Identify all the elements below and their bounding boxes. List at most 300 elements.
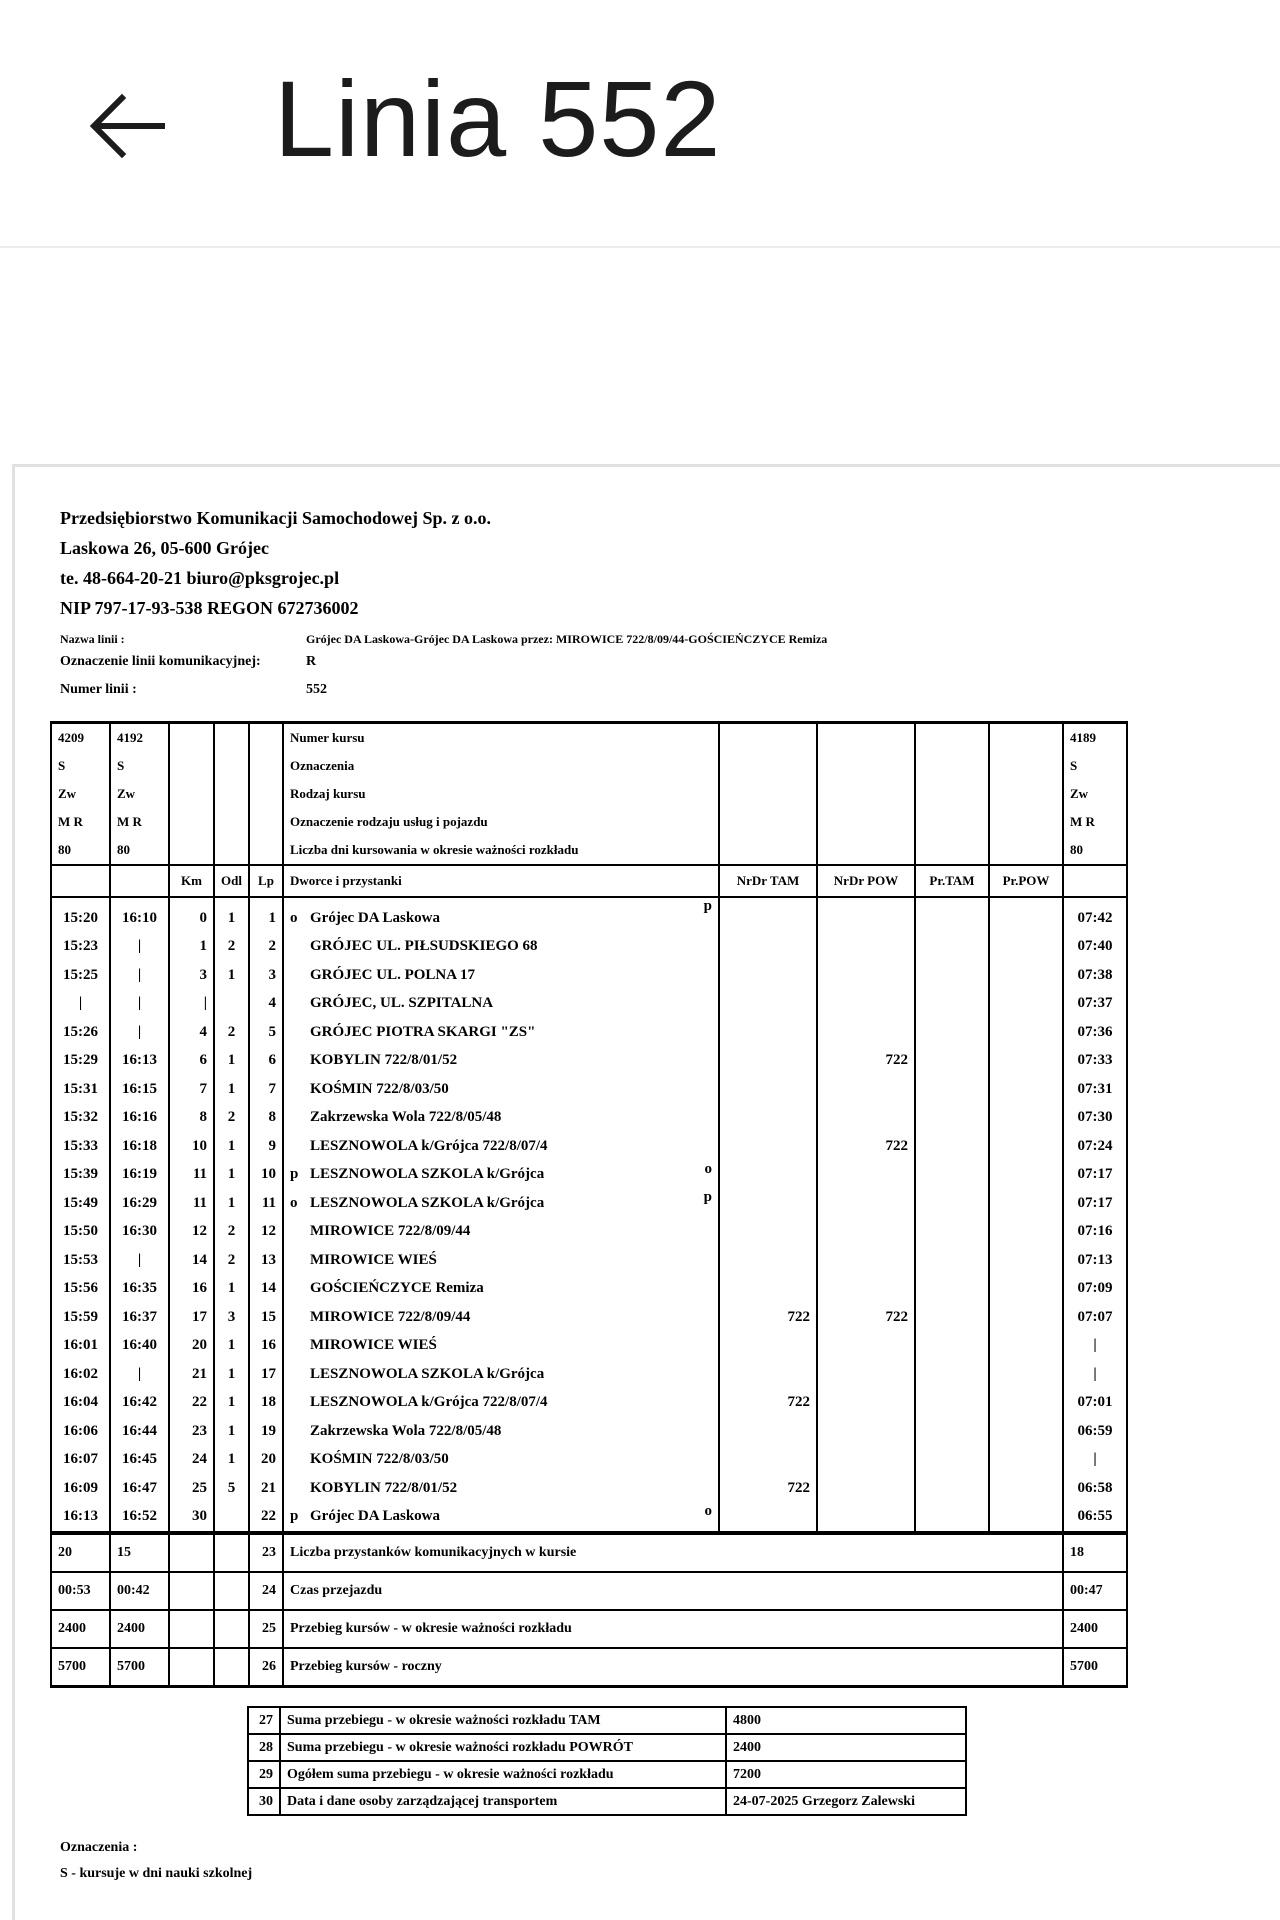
blank-cell (249, 723, 283, 753)
table-row (51, 1218, 1127, 1247)
return-time: | (1063, 1446, 1127, 1475)
blank-cell (719, 780, 817, 808)
odl-value: 5 (214, 1474, 249, 1503)
stop-cell (283, 1474, 719, 1503)
nrdr-pow-value (817, 1389, 915, 1418)
stop-name: LESZNOWOLA SZKOLA k/Grójca (310, 1166, 545, 1183)
km-value: 21 (169, 1360, 214, 1389)
col-pr-pow: Pr.POW (989, 865, 1063, 897)
lp-value: 18 (249, 1389, 283, 1418)
col-stops: Dworce i przystanki (283, 865, 719, 897)
pr-pow-value (989, 1303, 1063, 1332)
odl-value: 1 (214, 897, 249, 933)
header-label: Liczba dni kursowania w okresie ważności rozkładu (283, 836, 719, 865)
stop-name: MIROWICE WIEŚ (310, 1337, 437, 1354)
table-row (51, 1018, 1127, 1047)
nrdr-pow-value (817, 1332, 915, 1361)
km-value: 10 (169, 1132, 214, 1161)
nrdr-pow-value (817, 1161, 915, 1190)
return-time: 07:09 (1063, 1275, 1127, 1304)
departure-time-1: 15:56 (51, 1275, 110, 1304)
nrdr-tam-value (719, 1189, 817, 1218)
departure-time-1: 15:59 (51, 1303, 110, 1332)
totals-value: 24-07-2025 Grzegorz Zalewski (726, 1788, 966, 1815)
return-time: 06:58 (1063, 1474, 1127, 1503)
km-value: 30 (169, 1503, 214, 1534)
summary-row (51, 1533, 1127, 1572)
odl-value: 2 (214, 933, 249, 962)
nrdr-pow-value (817, 1104, 915, 1133)
departure-time-2: 16:18 (110, 1132, 169, 1161)
odl-value: 1 (214, 1275, 249, 1304)
departure-time-1: 15:20 (51, 897, 110, 933)
return-time: 07:07 (1063, 1303, 1127, 1332)
departure-time-1: 15:31 (51, 1075, 110, 1104)
stop-name: KOBYLIN 722/8/01/52 (310, 1479, 458, 1496)
nrdr-pow-value: 722 (817, 1303, 915, 1332)
blank-cell (169, 808, 214, 836)
totals-lp: 29 (248, 1761, 280, 1788)
totals-table (247, 1706, 967, 1816)
return-time: 07:33 (1063, 1047, 1127, 1076)
nrdr-tam-value: 722 (719, 1303, 817, 1332)
nrdr-tam-value (719, 1047, 817, 1076)
odl-value (214, 990, 249, 1019)
pr-tam-value (915, 1075, 989, 1104)
pr-tam-value (915, 1246, 989, 1275)
blank-cell (214, 836, 249, 865)
nrdr-pow-value (817, 1246, 915, 1275)
odl-value: 2 (214, 1218, 249, 1247)
lp-value: 10 (249, 1161, 283, 1190)
table-row (51, 1389, 1127, 1418)
blank-cell (249, 780, 283, 808)
departure-time-2: | (110, 1246, 169, 1275)
nrdr-tam-value: 722 (719, 1389, 817, 1418)
nrdr-pow-value (817, 1018, 915, 1047)
course-2-value: 80 (110, 836, 169, 865)
departure-time-1: 15:23 (51, 933, 110, 962)
blank-cell (214, 1533, 249, 1572)
departure-time-2: 16:10 (110, 897, 169, 933)
lp-value: 6 (249, 1047, 283, 1076)
lp-value: 2 (249, 933, 283, 962)
stop-name: LESZNOWOLA SZKOLA k/Grójca (310, 1365, 545, 1382)
lp-value: 12 (249, 1218, 283, 1247)
blank-cell (989, 808, 1063, 836)
pr-pow-value (989, 1275, 1063, 1304)
back-button[interactable] (86, 84, 170, 168)
summary-value-2: 5700 (110, 1648, 169, 1687)
blank-cell (989, 836, 1063, 865)
blank-cell (214, 752, 249, 780)
lp-value: 26 (249, 1648, 283, 1687)
km-value: 17 (169, 1303, 214, 1332)
odl-value: 1 (214, 1075, 249, 1104)
line-designation-label: Oznaczenie linii komunikacyjnej: (60, 654, 261, 669)
line-number-value: 552 (306, 682, 327, 697)
table-row (51, 1303, 1127, 1332)
departure-time-2: | (110, 961, 169, 990)
stop-cell (283, 1132, 719, 1161)
odl-value: 1 (214, 1132, 249, 1161)
return-time: | (1063, 1360, 1127, 1389)
pr-tam-value (915, 1417, 989, 1446)
pr-tam-value (915, 1018, 989, 1047)
company-ids: NIP 797-17-93-538 REGON 672736002 (60, 598, 359, 618)
departure-time-1: 15:49 (51, 1189, 110, 1218)
stop-name: LESZNOWOLA k/Grójca 722/8/07/4 (310, 1137, 548, 1154)
blank-cell (249, 808, 283, 836)
departure-time-1: 15:39 (51, 1161, 110, 1190)
line-number-label: Numer linii : (60, 682, 137, 697)
km-value: 14 (169, 1246, 214, 1275)
departure-time-1: 15:25 (51, 961, 110, 990)
summary-value-3: 2400 (1063, 1610, 1127, 1648)
pr-pow-value (989, 990, 1063, 1019)
km-value: | (169, 990, 214, 1019)
pr-pow-value (989, 1446, 1063, 1475)
stop-cell (283, 1218, 719, 1247)
totals-lp: 30 (248, 1788, 280, 1815)
pr-pow-value (989, 1104, 1063, 1133)
nrdr-pow-value (817, 961, 915, 990)
course-1-value: M R (51, 808, 110, 836)
km-value: 3 (169, 961, 214, 990)
lp-value: 22 (249, 1503, 283, 1534)
blank-cell (989, 752, 1063, 780)
km-value: 11 (169, 1189, 214, 1218)
totals-lp: 28 (248, 1734, 280, 1761)
return-time: 07:40 (1063, 933, 1127, 962)
table-row (51, 1503, 1127, 1534)
departure-time-2: | (110, 933, 169, 962)
blank-cell (915, 723, 989, 753)
pr-tam-value (915, 1104, 989, 1133)
pr-tam-value (915, 1275, 989, 1304)
departure-time-1: 15:32 (51, 1104, 110, 1133)
col-pr-tam: Pr.TAM (915, 865, 989, 897)
nrdr-tam-value (719, 1360, 817, 1389)
nrdr-tam-value: 722 (719, 1474, 817, 1503)
course-3-value: 80 (1063, 836, 1127, 865)
pr-pow-value (989, 933, 1063, 962)
spacer (0, 248, 1280, 466)
blank-cell (817, 752, 915, 780)
company-name: Przedsiębiorstwo Komunikacji Samochodowej Sp. z o.o. (60, 508, 491, 528)
blank-cell (169, 1572, 214, 1610)
lp-value: 14 (249, 1275, 283, 1304)
blank-cell (719, 752, 817, 780)
odl-value: 1 (214, 1389, 249, 1418)
blank-cell (989, 780, 1063, 808)
departure-time-1: 16:04 (51, 1389, 110, 1418)
nrdr-pow-value (817, 1075, 915, 1104)
col-odl: Odl (214, 865, 249, 897)
course-1-value: 4209 (51, 723, 110, 753)
col-nrdr-pow: NrDr POW (817, 865, 915, 897)
pr-pow-value (989, 1360, 1063, 1389)
km-value: 12 (169, 1218, 214, 1247)
pr-tam-value (915, 897, 989, 933)
departure-time-1: 15:26 (51, 1018, 110, 1047)
odl-value: 1 (214, 1417, 249, 1446)
blank-cell (719, 836, 817, 865)
lp-value: 8 (249, 1104, 283, 1133)
return-time: 07:16 (1063, 1218, 1127, 1247)
table-row (51, 1275, 1127, 1304)
departure-time-1: 16:01 (51, 1332, 110, 1361)
stop-cell (283, 990, 719, 1019)
departure-time-1: 15:33 (51, 1132, 110, 1161)
lp-value: 15 (249, 1303, 283, 1332)
app-bar (0, 0, 1280, 248)
table-row (51, 1047, 1127, 1076)
summary-value-3: 00:47 (1063, 1572, 1127, 1610)
pr-pow-value (989, 1246, 1063, 1275)
lp-value: 19 (249, 1417, 283, 1446)
summary-value-1: 5700 (51, 1648, 110, 1687)
nrdr-tam-value (719, 897, 817, 933)
arrow-left-icon (86, 84, 170, 168)
departure-time-2: 16:42 (110, 1389, 169, 1418)
summary-row (51, 1610, 1127, 1648)
blank-cell (214, 808, 249, 836)
departure-time-1: 15:29 (51, 1047, 110, 1076)
totals-row (248, 1761, 966, 1788)
pr-tam-value (915, 1503, 989, 1534)
pr-pow-value (989, 1218, 1063, 1247)
pr-pow-value (989, 1018, 1063, 1047)
summary-value-3: 18 (1063, 1533, 1127, 1572)
departure-time-1: 15:50 (51, 1218, 110, 1247)
stop-name: MIROWICE 722/8/09/44 (310, 1223, 471, 1240)
departure-time-2: | (110, 1018, 169, 1047)
blank-cell (817, 808, 915, 836)
summary-value-1: 20 (51, 1533, 110, 1572)
timetable (50, 721, 1128, 1688)
blank-cell (214, 1610, 249, 1648)
pr-pow-value (989, 1417, 1063, 1446)
col-km: Km (169, 865, 214, 897)
departure-time-1: 16:13 (51, 1503, 110, 1534)
pr-tam-value (915, 990, 989, 1019)
nrdr-tam-value (719, 1246, 817, 1275)
departure-time-2: 16:15 (110, 1075, 169, 1104)
col-lp: Lp (249, 865, 283, 897)
summary-label: Przebieg kursów - w okresie ważności rozkładu (283, 1610, 1063, 1648)
stop-cell (283, 1417, 719, 1446)
return-time: 06:55 (1063, 1503, 1127, 1534)
departure-time-2: 16:19 (110, 1161, 169, 1190)
line-designation-value: R (306, 654, 317, 669)
pr-pow-value (989, 1075, 1063, 1104)
page-title: Linia 552 (274, 58, 722, 179)
table-row (51, 1332, 1127, 1361)
return-time: 07:24 (1063, 1132, 1127, 1161)
departure-time-2: 16:29 (110, 1189, 169, 1218)
odl-value: 2 (214, 1246, 249, 1275)
nrdr-tam-value (719, 1275, 817, 1304)
totals-value: 7200 (726, 1761, 966, 1788)
stop-prefix: o (290, 1194, 298, 1211)
stop-cell (283, 1246, 719, 1275)
departure-time-2: | (110, 1360, 169, 1389)
header-row (51, 780, 1127, 808)
legend-title: Oznaczenia : (60, 1840, 138, 1855)
pr-pow-value (989, 1161, 1063, 1190)
blank-cell (214, 1648, 249, 1687)
stop-cell (283, 1047, 719, 1076)
return-time: 07:38 (1063, 961, 1127, 990)
stop-suffix: p (703, 1189, 712, 1205)
blank-cell (169, 1610, 214, 1648)
lp-value: 7 (249, 1075, 283, 1104)
blank-cell (214, 723, 249, 753)
departure-time-1: 16:07 (51, 1446, 110, 1475)
stop-name: GRÓJEC, UL. SZPITALNA (310, 995, 494, 1012)
nrdr-pow-value (817, 1275, 915, 1304)
stop-prefix: p (290, 1508, 299, 1525)
stop-name: GOŚCIEŃCZYCE Remiza (310, 1280, 484, 1297)
stop-name: KOBYLIN 722/8/01/52 (310, 1052, 458, 1069)
nrdr-pow-value (817, 1360, 915, 1389)
course-3-value: M R (1063, 808, 1127, 836)
blank-cell (989, 723, 1063, 753)
course-1-value: Zw (51, 780, 110, 808)
pr-pow-value (989, 961, 1063, 990)
departure-time-1: 16:06 (51, 1417, 110, 1446)
totals-row (248, 1788, 966, 1815)
stop-cell (283, 1189, 719, 1218)
odl-value: 1 (214, 1446, 249, 1475)
timetable-header (51, 723, 1127, 866)
nrdr-pow-value (817, 1446, 915, 1475)
course-3-value: S (1063, 752, 1127, 780)
nrdr-pow-value (817, 990, 915, 1019)
summary-value-3: 5700 (1063, 1648, 1127, 1687)
blank-cell (169, 780, 214, 808)
odl-value: 1 (214, 1360, 249, 1389)
line-name-value: Grójec DA Laskowa-Grójec DA Laskowa przez: MIROWICE 722/8/09/44-GOŚCIEŃCZYCE Remiza (306, 632, 828, 646)
summary-value-2: 2400 (110, 1610, 169, 1648)
departure-time-2: 16:13 (110, 1047, 169, 1076)
stop-name: GRÓJEC PIOTRA SKARGI "ZS" (310, 1023, 536, 1040)
stop-name: Grójec DA Laskowa (310, 1508, 440, 1525)
stop-cell (283, 1104, 719, 1133)
blank-cell (214, 1572, 249, 1610)
km-value: 25 (169, 1474, 214, 1503)
stop-cell (283, 1275, 719, 1304)
km-value: 11 (169, 1161, 214, 1190)
pr-pow-value (989, 897, 1063, 933)
return-time: 07:31 (1063, 1075, 1127, 1104)
return-time: 07:36 (1063, 1018, 1127, 1047)
blank-cell (915, 808, 989, 836)
lp-value: 4 (249, 990, 283, 1019)
return-time: 06:59 (1063, 1417, 1127, 1446)
stop-name: LESZNOWOLA k/Grójca 722/8/07/4 (310, 1394, 548, 1411)
pr-tam-value (915, 1474, 989, 1503)
course-2-value: 4192 (110, 723, 169, 753)
blank-cell (169, 836, 214, 865)
odl-value: 2 (214, 1104, 249, 1133)
lp-value: 13 (249, 1246, 283, 1275)
header-row (51, 752, 1127, 780)
course-2-value: S (110, 752, 169, 780)
stop-name: GRÓJEC UL. PIŁSUDSKIEGO 68 (310, 938, 538, 955)
stop-name: GRÓJEC UL. POLNA 17 (310, 966, 476, 983)
nrdr-tam-value (719, 1503, 817, 1534)
totals-row (248, 1734, 966, 1761)
stop-cell (283, 1360, 719, 1389)
stop-name: MIROWICE 722/8/09/44 (310, 1308, 471, 1325)
blank-cell (214, 780, 249, 808)
nrdr-pow-value (817, 1189, 915, 1218)
lp-value: 3 (249, 961, 283, 990)
summary-value-1: 2400 (51, 1610, 110, 1648)
stop-name: MIROWICE WIEŚ (310, 1251, 437, 1268)
totals-row (248, 1707, 966, 1734)
stop-cell (283, 1332, 719, 1361)
timetable-summary (51, 1533, 1127, 1687)
header-row (51, 723, 1127, 753)
course-3-value: Zw (1063, 780, 1127, 808)
line-name-label: Nazwa linii : (60, 632, 125, 646)
table-row (51, 1246, 1127, 1275)
return-time: 07:17 (1063, 1161, 1127, 1190)
stop-name: Grójec DA Laskowa (310, 909, 440, 926)
return-time: 07:42 (1063, 897, 1127, 933)
return-time: | (1063, 1332, 1127, 1361)
lp-value: 23 (249, 1533, 283, 1572)
nrdr-tam-value (719, 1018, 817, 1047)
pr-tam-value (915, 1332, 989, 1361)
km-value: 7 (169, 1075, 214, 1104)
km-value: 22 (169, 1389, 214, 1418)
stop-name: LESZNOWOLA SZKOLA k/Grójca (310, 1194, 545, 1211)
nrdr-pow-value: 722 (817, 1047, 915, 1076)
departure-time-1: 16:09 (51, 1474, 110, 1503)
stop-cell (283, 1075, 719, 1104)
pr-tam-value (915, 1303, 989, 1332)
odl-value: 1 (214, 1189, 249, 1218)
odl-value: 3 (214, 1303, 249, 1332)
pr-pow-value (989, 1189, 1063, 1218)
departure-time-2: 16:37 (110, 1303, 169, 1332)
km-value: 8 (169, 1104, 214, 1133)
table-row (51, 1132, 1127, 1161)
km-value: 1 (169, 933, 214, 962)
totals-label: Suma przebiegu - w okresie ważności rozkładu POWRÓT (280, 1734, 726, 1761)
departure-time-2: 16:45 (110, 1446, 169, 1475)
lp-value: 24 (249, 1572, 283, 1610)
km-value: 6 (169, 1047, 214, 1076)
lp-value: 20 (249, 1446, 283, 1475)
blank-cell (249, 836, 283, 865)
stop-cell (283, 1018, 719, 1047)
odl-value: 1 (214, 1332, 249, 1361)
pr-tam-value (915, 1218, 989, 1247)
stop-suffix: o (704, 1160, 712, 1177)
table-row (51, 1189, 1127, 1218)
nrdr-tam-value (719, 961, 817, 990)
departure-time-1: | (51, 990, 110, 1019)
course-3-value: 4189 (1063, 723, 1127, 753)
nrdr-tam-value (719, 1332, 817, 1361)
summary-label: Liczba przystanków komunikacyjnych w kursie (283, 1533, 1063, 1572)
nrdr-pow-value: 722 (817, 1132, 915, 1161)
